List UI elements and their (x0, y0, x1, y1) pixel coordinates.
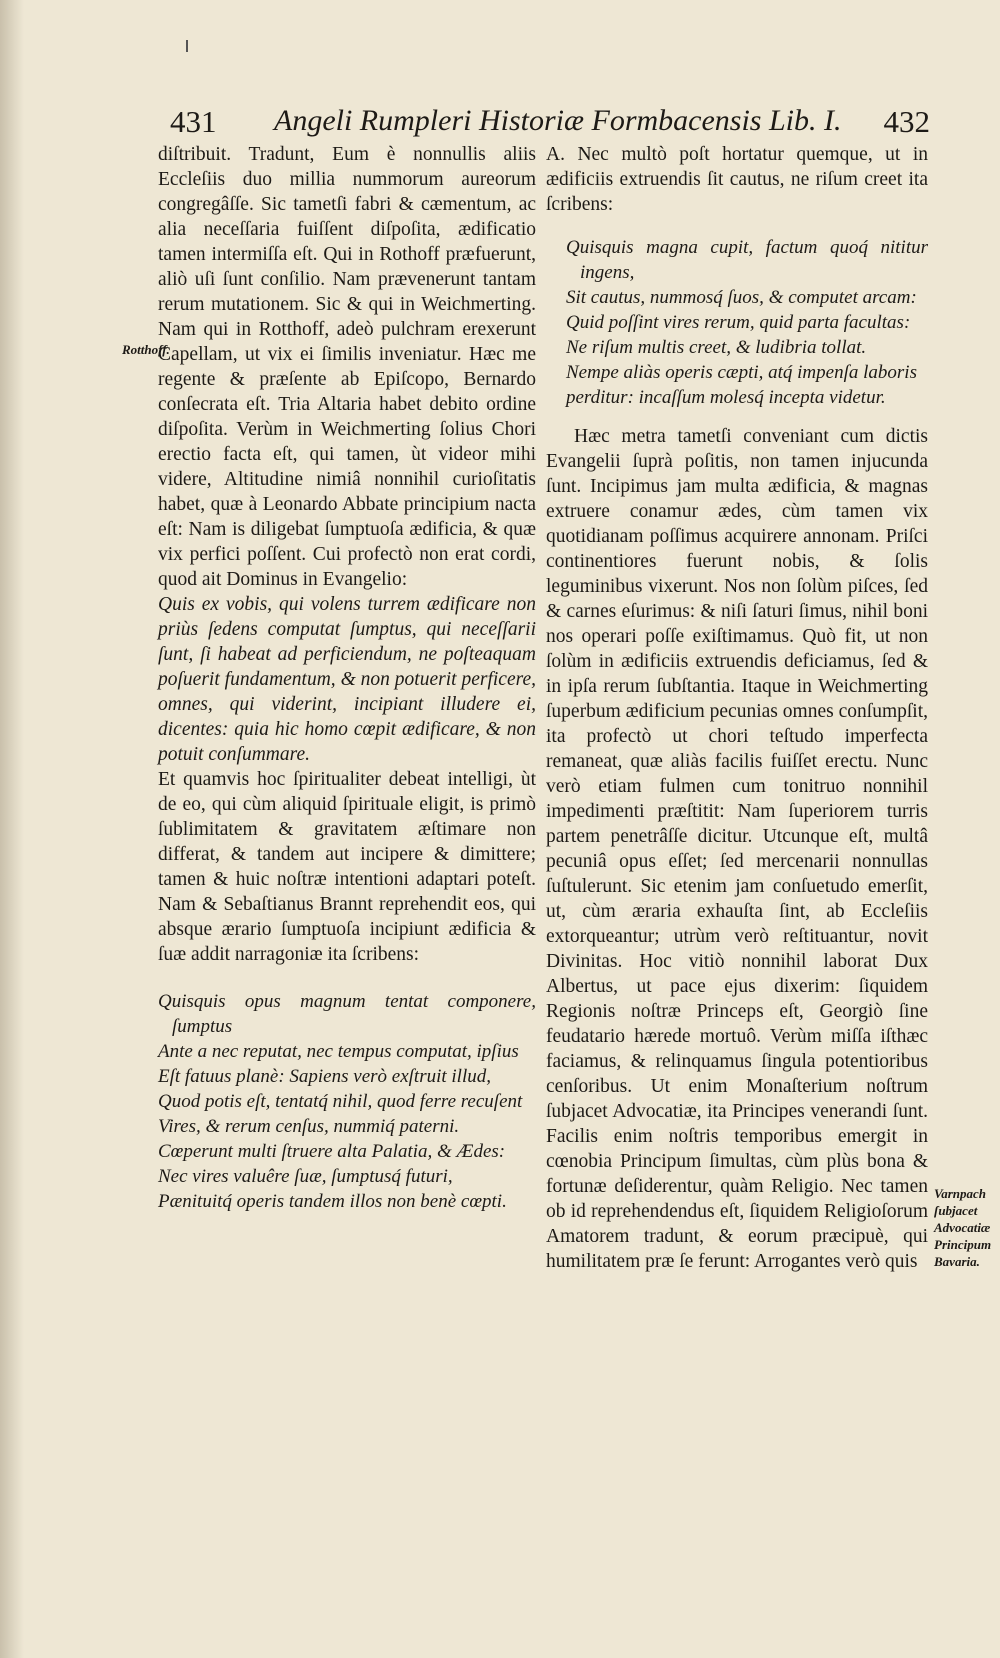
right-paragraph-2: Hæc metra tametſi conveniant cum dictis Evangelii ſuprà poſitis, non tamen injucunda ſunt. Incipimus jam multa ædificia, & magnas extruere conamur ædes, cùm tamen vix quotidianam poſſimus acquirere annonam. Priſci continentiores fuerunt nobis, & ſolis leguminibus vixerunt. Nos non ſolùm piſces, ſed & carnes eſurimus: & niſi ſaturi ſimus, nihil boni nos operari poſſe exiſtimamus. Quò fit, ut non ſolùm in ædificiis extruendis deficiamus, ſed & in ipſa rerum ſubſtantia. Itaque in Weichmerting ſuperbum ædificium pecunias omnes conſumpſit, ita profectò ut chori teſtudo imperfecta remaneat, quæ aliàs facilis fuiſſet erectu. Nunc verò etiam fulmen cum tonitruo nonnihil impedimenti præſtitit: Nam ſuperiorem turris partem penetrâſſe dicitur. Utcunque eſt, multâ pecuniâ opus eſſet; ſed mercenarii nonnullas ſuſtulerunt. Sic etenim jam conſuetudo emerſit, ut, cùm æraria exhauſta ſint, ab Eccleſiis extorqueantur; utrùm verò reſtituantur, novit Divinitas. Hoc vitiò nonnihil laborat Dux Albertus, ut pace ejus dixerim: ſiquidem Regionis noſtræ Princeps eſt, Georgiò ſine feudatario hærede mortuô. Verùm miſſa iſthæc faciamus, & relinquamus ſingula potentioribus cenſoribus. Ut enim Monaſterium noſtrum ſubjacet Advocatiæ, ita Principes venerandi ſunt. Facilis enim noſtris temporibus emergit in cœnobia Principum ſimultas, cùm plùs bona & fortunæ deſiderentur, quàm Religio. Nec tamen ob id reprehendendus eſt, ſiquidem Religioſorum Amatorem tradunt, & eorum præcipuè, qui humilitatem præ ſe ferunt: Arrogantes verò quis (546, 426, 928, 1272)
verse-line: Quod potis eſt, tentatq́ nihil, quod ferre recuſent (158, 1091, 523, 1112)
verse-right (566, 235, 928, 410)
right-paragraph-1: A. Nec multò poſt hortatur quemque, ut in ædificiis extruendis ſit cautus, ne riſum creet ita ſcribens: (546, 144, 928, 215)
verse-line: Quisquis opus magnum tentat componere, ſumptus (158, 991, 536, 1037)
verse-line: Quisquis magna cupit, factum quoq́ nititur ingens, (566, 237, 928, 283)
page-gutter-shadow (0, 0, 24, 1658)
verse-line: Cœperunt multi ſtruere alta Palatia, & Ædes: (158, 1141, 506, 1162)
page-header (170, 104, 930, 144)
left-paragraph-1: diſtribuit. Tradunt, Eum è nonnullis aliis Eccleſiis duo millia nummorum aureorum congregâſſe. Sic tametſi fabri & cæmentum, ac alia neceſſaria fuiſſent diſpoſita, ædificatio tamen intermiſſa eſt. Qui in Rothoff præfuerunt, aliò uſi ſunt conſilio. Nam prævenerunt tantam rerum mutationem. Sic & qui in Weichmerting. Nam qui in Rotthoff, adeò pulchram erexerunt Capellam, ut vix ei ſimilis inveniatur. Hæc me regente & præſente ab Epiſcopo, Bernardo conſecrata eſt. Tria Altaria habet debito ordine diſpoſita. Verùm in Weichmerting ſolius Chori erectio facta eſt, qui tamen, ùt videor mihi videre, Altitudine nimiâ nonnihil curioſitatis habet, quæ à Leonardo Abbate principium nacta eſt: Nam is diligebat ſumptuoſa ædificia, & quæ vix perfici poſſent. Cui profectò non erat cordi, quod ait Dominus in Evangelio: (158, 144, 536, 590)
verse-line: Quid poſſint vires rerum, quid parta facultas: (566, 312, 911, 333)
left-paragraph-2: Et quamvis hoc ſpiritualiter debeat intelligi, ùt de eo, qui cùm aliquid ſpirituale eligit, is primò ſublimitatem & gravitatem æſtimare non differat, & tandem aut incipere & dimittere; tamen & huic noſtræ intentioni adaptari poteſt. Nam & Sebaſtianus Brannt reprehendit eos, qui absque ærario ſumptuoſa incipiunt ædificia & ſuæ addit narragoniæ ita ſcribens: (158, 769, 536, 965)
verse-line: Nempe aliàs operis cæpti, atq́ impenſa laboris (566, 362, 917, 383)
verse-line: perditur: incaſſum molesq́ incepta videtur. (566, 387, 886, 408)
page-number-right: 432 (883, 104, 930, 139)
verse-line: Ne riſum multis creet, & ludibria tollat. (566, 337, 867, 358)
verse-line: Sit cautus, nummosq́ ſuos, & computet arcam: (566, 287, 917, 308)
verse-line: Vires, & rerum cenſus, nummiq́ paterni. (158, 1116, 460, 1137)
ink-mark (186, 40, 188, 52)
verse-left (158, 989, 536, 1214)
gospel-quote: Quis ex vobis, qui volens turrem ædificare non priùs ſedens computat ſumptus, qui neceſſarii ſunt, ſi habeat ad perficiendum, ne poſteaquam poſuerit fundamentum, & non potuerit perficere, omnes, qui viderint, incipiant illudere ei, dicentes: quia hic homo cœpit ædificare, & non potuit conſummare. (158, 594, 536, 765)
verse-line: Nec vires valuêre ſuæ, ſumptusq́ futuri, (158, 1166, 453, 1187)
page-number-left: 431 (170, 104, 217, 139)
verse-line: Pænituitq́ operis tandem illos non benè cœpti. (158, 1191, 507, 1212)
margin-note-right: Varnpach ſubjacet Advocatiæ Principum Bavaria. (934, 1186, 992, 1269)
left-column (158, 142, 536, 1214)
verse-line: Ante a nec reputat, nec tempus computat, ipſius (158, 1041, 519, 1062)
margin-note-left: Rotthoff. (122, 342, 170, 357)
right-column (546, 142, 928, 1274)
running-title: Angeli Rumpleri Historiæ Formbacensis Lib. I. (274, 104, 842, 137)
verse-line: Eſt fatuus planè: Sapiens verò exſtruit illud, (158, 1066, 491, 1087)
